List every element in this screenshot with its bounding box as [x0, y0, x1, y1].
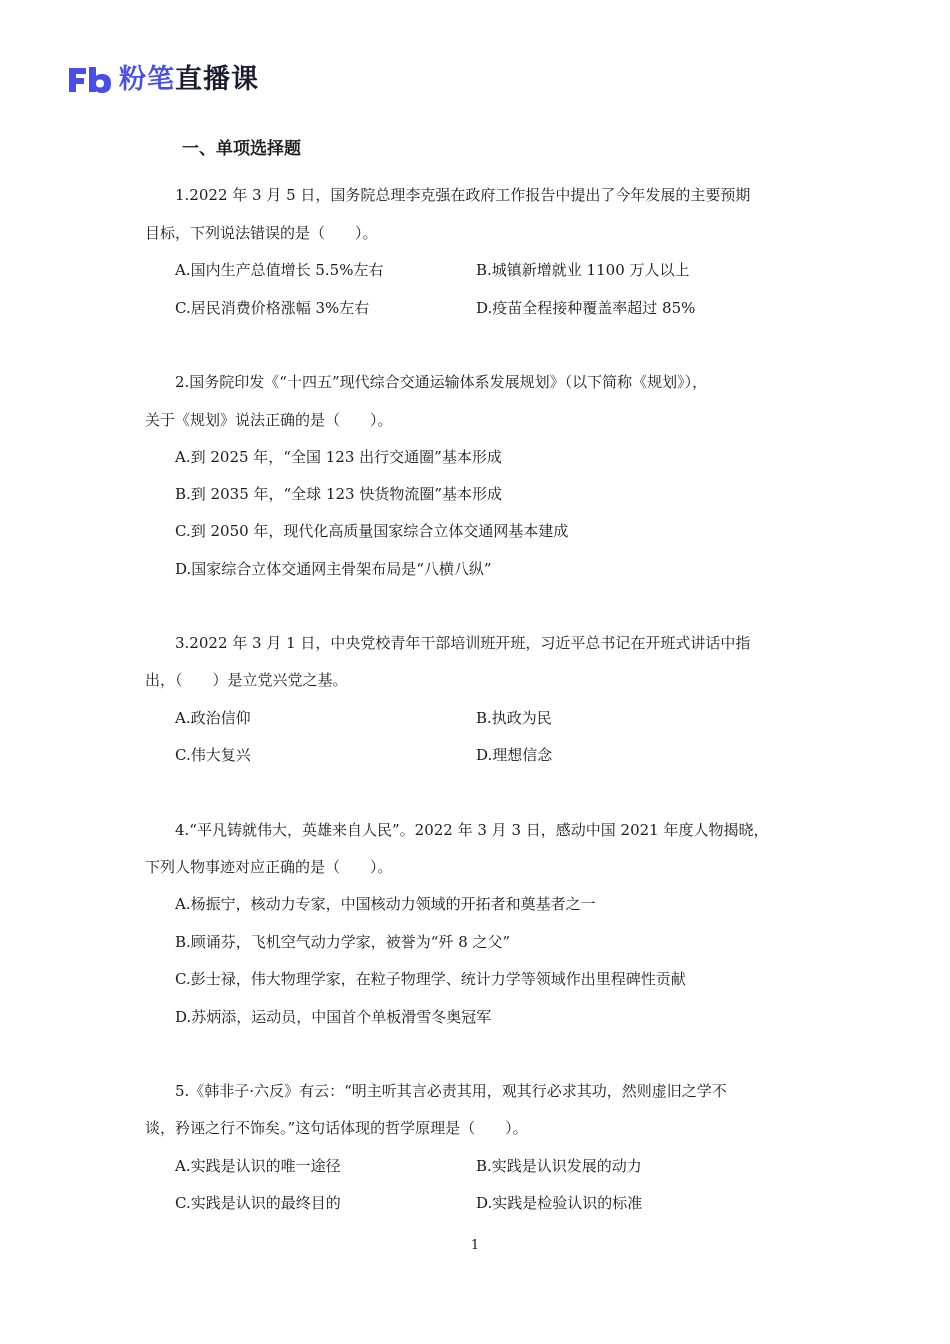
- question-5-line-1: 5.《韩非子·六反》有云：“明主听其言必责其用，观其行必求其功，然则虚旧之学不: [175, 1082, 727, 1100]
- fb-logo-icon: [67, 65, 113, 95]
- question-1-line-1: 1.2022 年 3 月 5 日，国务院总理李克强在政府工作报告中提出了今年发展的主要预期: [175, 186, 751, 204]
- logo-suffix: 直播课: [175, 64, 259, 95]
- question-4-line-2: 下列人物事迹对应正确的是（ ）。: [145, 858, 393, 876]
- page-number: 1: [470, 1238, 480, 1253]
- question-2-option-a: A.到 2025 年，“全国 123 出行交通圈”基本形成: [175, 448, 502, 466]
- question-5-line-2: 谈，矜诬之行不饰矣。”这句话体现的哲学原理是（ ）。: [145, 1119, 528, 1137]
- question-3-option-d: D.理想信念: [476, 746, 553, 764]
- question-5-option-a: A.实践是认识的唯一途径: [175, 1157, 341, 1175]
- question-1-line-2: 目标，下列说法错误的是（ ）。: [145, 224, 378, 242]
- question-4-option-a: A.杨振宁，核动力专家，中国核动力领域的开拓者和奠基者之一: [175, 895, 596, 913]
- question-2-option-b: B.到 2035 年，“全球 123 快货物流圈”基本形成: [175, 485, 503, 503]
- fenbi-logo: [67, 60, 259, 100]
- question-1-option-a: A.国内生产总值增长 5.5%左右: [175, 261, 384, 279]
- question-4-option-b: B.顾诵芬，飞机空气动力学家，被誉为“歼 8 之父”: [175, 933, 511, 951]
- question-3-option-c: C.伟大复兴: [175, 746, 251, 764]
- question-4-option-c: C.彭士禄，伟大物理学家，在粒子物理学、统计力学等领域作出里程碑性贡献: [175, 970, 686, 988]
- question-4-option-d: D.苏炳添，运动员，中国首个单板滑雪冬奥冠军: [175, 1008, 492, 1026]
- logo-brand: 粉笔: [119, 64, 175, 95]
- question-2-line-2: 关于《规划》说法正确的是（ ）。: [145, 411, 393, 429]
- question-2-line-1: 2.国务院印发《“十四五”现代综合交通运输体系发展规划》（以下简称《规划》），: [175, 373, 708, 391]
- question-1-option-b: B.城镇新增就业 1100 万人以上: [476, 261, 690, 279]
- question-3-option-b: B.执政为民: [476, 709, 552, 727]
- question-2-option-c: C.到 2050 年，现代化高质量国家综合立体交通网基本建成: [175, 522, 569, 540]
- logo-text: [119, 60, 259, 100]
- question-3-option-a: A.政治信仰: [175, 709, 251, 727]
- question-5-option-d: D.实践是检验认识的标准: [476, 1194, 643, 1212]
- question-4-line-1: 4.“平凡铸就伟大，英雄来自人民”。2022 年 3 月 3 日，感动中国 2021 年度人物揭晓，: [175, 821, 769, 839]
- question-3-line-2: 出，（ ）是立党兴党之基。: [145, 671, 348, 689]
- question-5-option-b: B.实践是认识发展的动力: [476, 1157, 642, 1175]
- question-2-option-d: D.国家综合立体交通网主骨架布局是“八横八纵”: [175, 560, 492, 578]
- question-5-option-c: C.实践是认识的最终目的: [175, 1194, 341, 1212]
- question-1-option-d: D.疫苗全程接种覆盖率超过 85%: [476, 299, 696, 317]
- section-title: 一、单项选择题: [182, 139, 301, 159]
- question-1-option-c: C.居民消费价格涨幅 3%左右: [175, 299, 370, 317]
- question-3-line-1: 3.2022 年 3 月 1 日，中央党校青年干部培训班开班，习近平总书记在开班式讲话中指: [175, 634, 751, 652]
